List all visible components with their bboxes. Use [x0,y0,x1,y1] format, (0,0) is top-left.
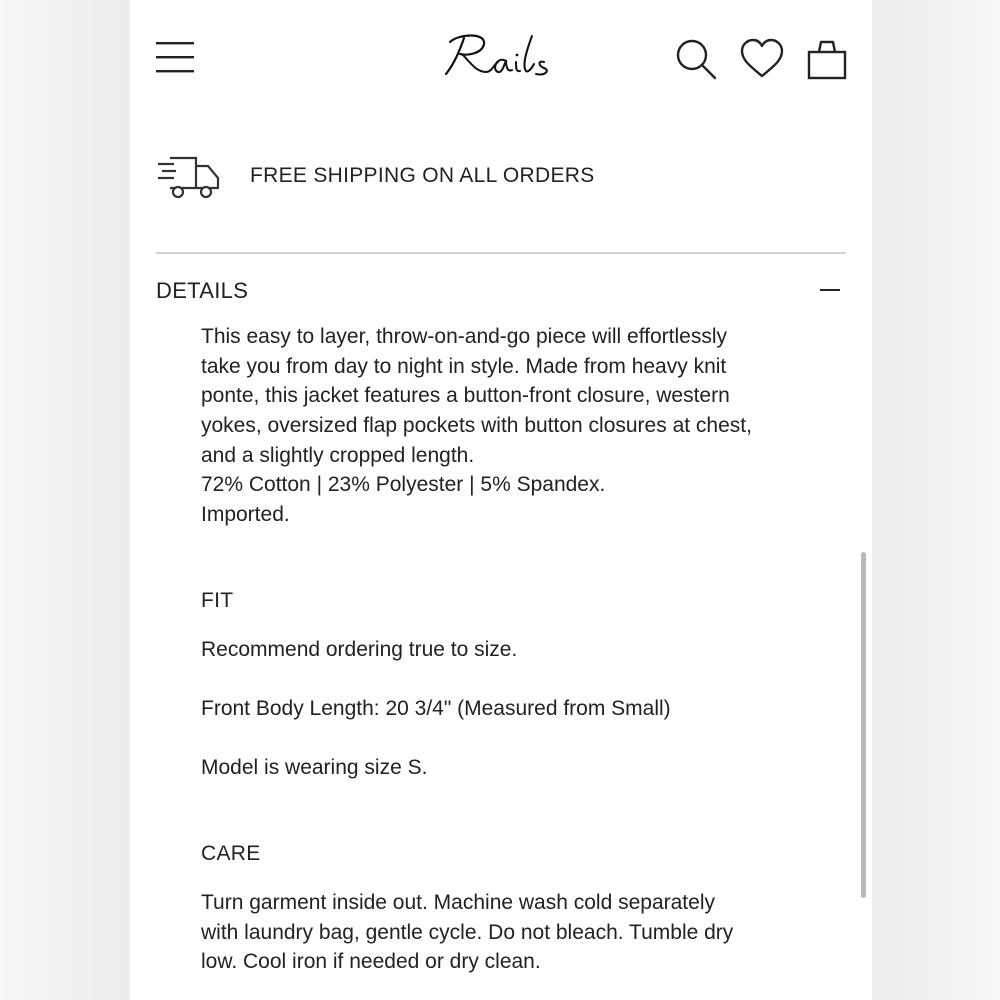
care-line: low. Cool iron if needed or dry clean. [201,950,541,973]
shipping-text: FREE SHIPPING ON ALL ORDERS [250,164,595,187]
shipping-banner [156,150,846,204]
details-line: This easy to layer, throw-on-and-go piece will effortlessly [201,325,728,348]
details-accordion-header[interactable] [156,276,846,306]
care-line: with laundry bag, gentle cycle. Do not bleach. Tumble dry [201,921,734,944]
site-header [130,0,872,120]
scrollbar[interactable] [861,552,866,898]
care-line: Turn garment inside out. Machine wash cold separately [201,891,715,914]
details-line: yokes, oversized flap pockets with button closures at chest, [201,414,752,437]
details-title: DETAILS [156,278,249,303]
fabric-content: 72% Cotton | 23% Polyester | 5% Spandex. [201,473,606,496]
menu-icon[interactable] [156,40,196,76]
details-line: ponte, this jacket features a button-front closure, western [201,384,730,407]
fit-line: Model is wearing size S. [201,756,428,779]
background-left [0,0,130,1000]
truck-icon [156,154,222,200]
bag-icon[interactable] [806,38,848,80]
fit-line: Recommend ordering true to size. [201,638,518,661]
background-right [872,0,1000,1000]
origin-text: Imported. [201,503,290,526]
fit-line: Front Body Length: 20 3/4" (Measured from Small) [201,697,671,720]
search-icon[interactable] [675,38,717,80]
details-line: and a slightly cropped length. [201,444,475,467]
divider [156,252,846,254]
heart-icon[interactable] [740,38,784,80]
details-line: take you from day to night in style. Made from heavy knit [201,355,727,378]
logo[interactable] [440,28,560,88]
product-details-page [130,0,872,1000]
collapse-icon[interactable] [818,276,842,304]
fit-title: FIT [201,589,234,612]
care-title: CARE [201,842,261,865]
